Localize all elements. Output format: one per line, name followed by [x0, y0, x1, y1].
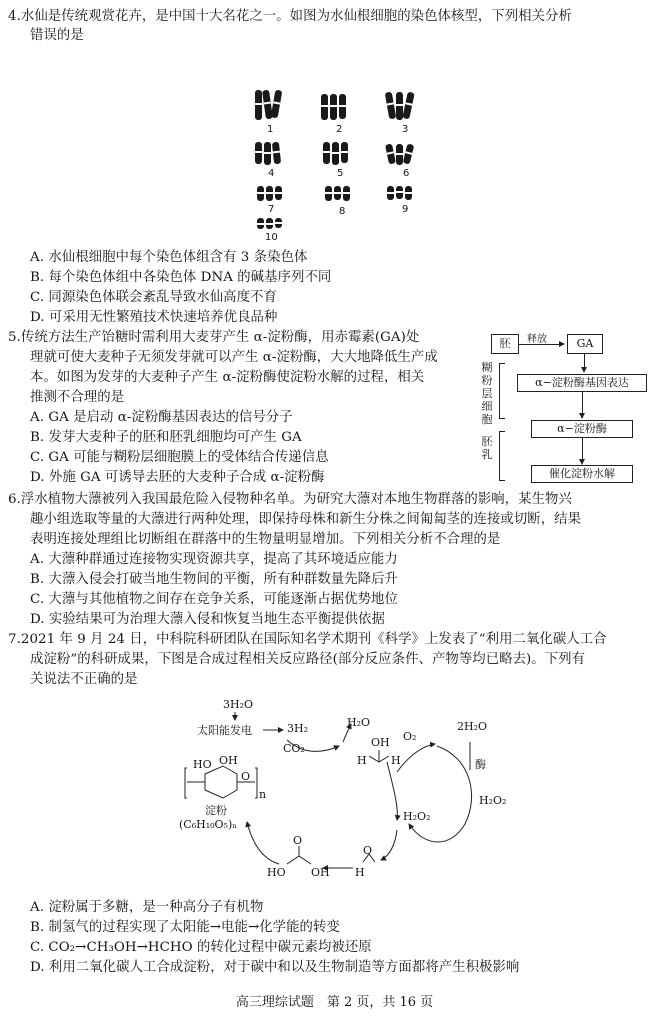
q7-option-b: B. 制氢气的过程实现了太阳能→电能→化学能的转变: [30, 920, 340, 935]
chem-oh-ring: OH: [219, 754, 238, 767]
q5-option-c: C. GA 可能与糊粉层细胞膜上的受体结合传递信息: [30, 450, 329, 465]
q4-option-c: C. 同源染色体联会紊乱导致水仙高度不育: [30, 290, 277, 305]
chem-h2o2-mid: H₂O₂: [403, 810, 431, 823]
q7-option-c: C. CO₂→CH₃OH→HCHO 的转化过程中碳元素均被还原: [30, 940, 372, 955]
q4-option-b: B. 每个染色体组中各染色体 DNA 的碱基序列不同: [30, 270, 332, 285]
q5-stem-line2: 理就可使大麦种子无须发芽就可以产生 α-淀粉酶，大大地降低生产成: [30, 350, 438, 365]
chromosome-set-4: [255, 142, 280, 165]
chem-o-aldehyde: O: [363, 844, 373, 857]
chem-enzyme: 酶: [475, 758, 486, 771]
karyotype-label-10: 10: [265, 232, 278, 243]
q7-stem-line3: 关说法不正确的是: [30, 672, 138, 687]
q6-option-d: D. 实验结果可为治理大薸入侵和恢复当地生态平衡提供依据: [30, 612, 385, 627]
release-label: 释放: [527, 334, 547, 345]
chem-ho-ring: HO: [193, 758, 212, 771]
chem-starch: 淀粉: [205, 804, 227, 817]
karyotype-label-6: 6: [403, 168, 410, 179]
q5-stem-line4: 推测不合理的是: [30, 390, 125, 405]
chem-co2: CO₂: [283, 742, 305, 755]
karyotype-label-2: 2: [336, 124, 343, 135]
chem-formula: (C₆H₁₀O₅)ₙ: [179, 818, 238, 831]
q6-option-c: C. 大薸与其他植物之间存在竞争关系，可能逐渐占据优势地位: [30, 592, 398, 607]
chem-oh: OH: [371, 736, 390, 749]
q5-flow-diagram: [481, 331, 659, 485]
chem-n: n: [259, 788, 267, 801]
aleurone-label: 糊粉层细胞: [481, 361, 493, 426]
q6-option-a: A. 大薸种群通过连接物实现资源共享，提高了其环境适应能力: [30, 552, 398, 567]
karyotype-label-4: 4: [268, 168, 275, 179]
amylase-box: α−淀粉酶: [531, 420, 633, 438]
q4-stem-line2: 错误的是: [30, 28, 84, 43]
q4-stem-line1: 4.水仙是传统观赏花卉，是中国十大名花之一。如图为水仙根细胞的染色体核型，下列相关分析: [8, 9, 572, 24]
karyotype-label-9: 9: [402, 204, 409, 215]
q7-reaction-diagram: [175, 698, 515, 888]
q6-option-b: B. 大薸入侵会打破当地生物间的平衡，所有种群数量先降后升: [30, 572, 398, 587]
q6-stem-line3: 表明连接处理组比切断组在群落中的生物量明显增加。下列相关分析不合理的是: [30, 532, 501, 547]
embryo-box: 胚: [491, 334, 519, 354]
q7-option-d: D. 利用二氧化碳人工合成淀粉，对于碳中和以及生物制造等方面都将产生积极影响: [30, 960, 520, 975]
karyotype-label-1: 1: [267, 124, 274, 135]
endosperm-label: 胚乳: [481, 435, 493, 461]
chem-ho-bottom: HO: [267, 866, 286, 879]
q5-option-b: B. 发芽大麦种子的胚和胚乳细胞均可产生 GA: [30, 430, 302, 445]
chem-o-bottom: O: [293, 834, 303, 847]
karyotype-figure: [245, 86, 420, 246]
karyotype-label-3: 3: [402, 124, 409, 135]
chromosome-set-5: [323, 142, 348, 165]
karyotype-label-5: 5: [337, 168, 344, 179]
chromosome-set-9: [387, 186, 412, 200]
chem-h2o: H₂O: [347, 716, 371, 729]
chem-solar: 太阳能发电: [197, 724, 252, 737]
ga-box: GA: [567, 334, 603, 354]
chromosome-set-3: [387, 92, 412, 120]
q6-stem-line2: 趣小组选取等量的大薸进行两种处理，即保持母株和新生分株之间匍匐茎的连接或切断，结果: [30, 512, 582, 527]
chem-2h2o: 2H₂O: [457, 720, 488, 733]
chem-h2o2-right: H₂O₂: [479, 794, 507, 807]
q5-option-d: D. 外施 GA 可诱导去胚的大麦种子合成 α-淀粉酶: [30, 470, 325, 485]
q7-stem-line2: 成淀粉”的科研成果，下图是合成过程相关反应路径(部分反应条件、产物等均已略去)。下列有: [30, 652, 586, 667]
chem-oh-bottom: OH: [311, 866, 330, 879]
karyotype-label-8: 8: [339, 206, 346, 217]
chem-h-bottom: H: [355, 866, 365, 879]
q4-option-a: A. 水仙根细胞中每个染色体组含有 3 条染色体: [30, 250, 308, 265]
q5-stem-line1: 5.传统方法生产饴糖时需利用大麦芽产生 α-淀粉酶，用赤霉素(GA)处: [8, 330, 420, 345]
page-footer: 高三理综试题 第 2 页，共 16 页: [235, 995, 434, 1010]
chem-3h2: 3H₂: [287, 722, 309, 735]
chem-h-right: H: [391, 754, 401, 767]
chromosome-set-1: [255, 90, 280, 120]
starch-hydrolysis-box: 催化淀粉水解: [531, 465, 633, 483]
chromosome-set-6: [387, 144, 412, 165]
chromosome-set-7: [257, 186, 282, 201]
q7-stem-line1: 7.2021 年 9 月 24 日，中科院科研团队在国际知名学术期刊《科学》上发表了“利用二氧化碳人工合: [8, 632, 607, 647]
q5-option-a: A. GA 是启动 α-淀粉酶基因表达的信号分子: [30, 410, 293, 425]
gene-expression-box: α−淀粉酶基因表达: [517, 374, 647, 392]
chem-o2: O₂: [403, 730, 417, 743]
q5-stem-line3: 本。如图为发芽的大麦种子产生 α-淀粉酶使淀粉水解的过程，相关: [30, 370, 425, 385]
chem-3h2o: 3H₂O: [223, 698, 254, 711]
chromosome-set-10: [257, 218, 282, 229]
q4-option-d: D. 可采用无性繁殖技术快速培养优良品种: [30, 310, 278, 325]
karyotype-label-7: 7: [268, 204, 275, 215]
chromosome-set-2: [321, 94, 346, 120]
q6-stem-line1: 6.浮水植物大薸被列入我国最危险入侵物种名单。为研究大薸对本地生物群落的影响，某生物兴: [8, 492, 572, 507]
chem-h-left: H: [357, 754, 367, 767]
chromosome-set-8: [325, 186, 350, 201]
chem-o-ring: O: [241, 770, 251, 783]
q7-option-a: A. 淀粉属于多糖，是一种高分子有机物: [30, 900, 264, 915]
